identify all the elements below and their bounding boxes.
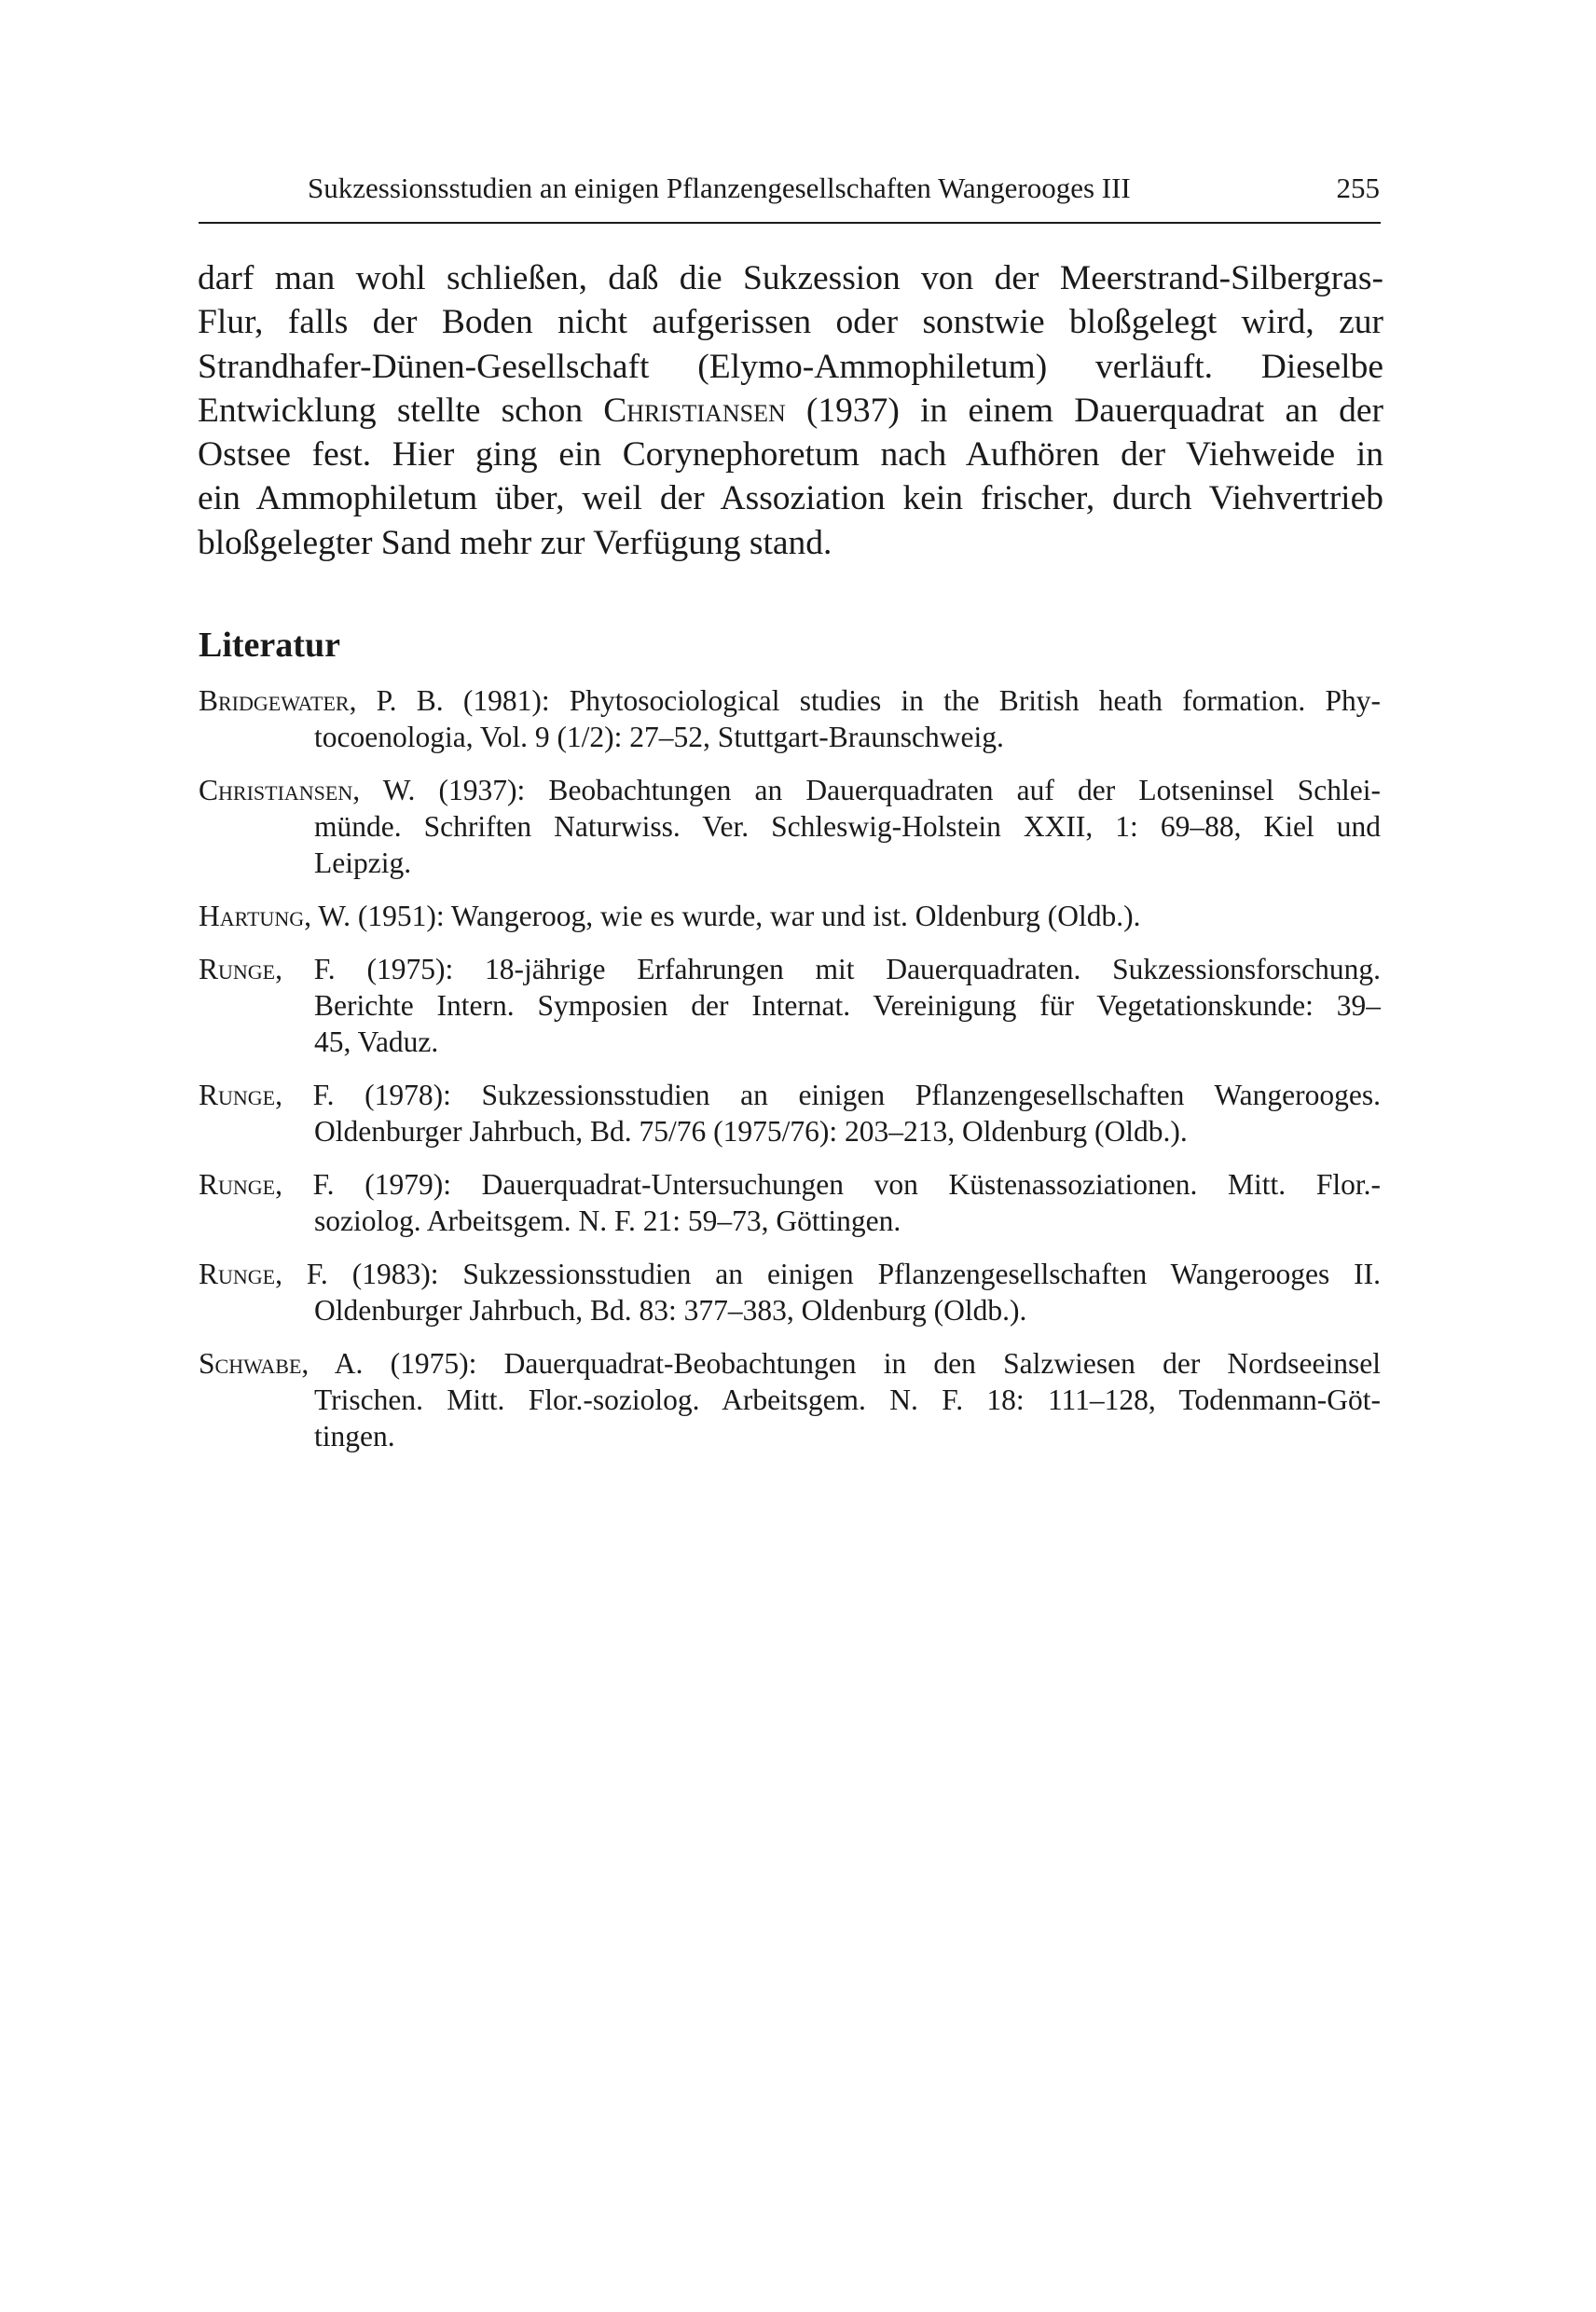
reference-item <box>199 772 1381 882</box>
reference-text: , F. (1975): 18-jährige Erfahrungen mit Dauerquadraten. Sukzessionsforschung. <box>275 952 1381 985</box>
reference-text: , P. B. (1981): Phytosociological studies in the British heath formation. Phy- <box>349 684 1381 717</box>
body-line-part: Entwicklung stellte schon <box>198 391 604 430</box>
reference-line <box>199 1256 1381 1292</box>
reference-author: Christiansen <box>199 773 353 806</box>
reference-item <box>199 898 1381 934</box>
reference-item <box>199 1256 1381 1328</box>
reference-text: , F. (1979): Dauerquadrat-Untersuchungen von Küstenassoziationen. Mitt. Flor.- <box>275 1167 1381 1201</box>
reference-text: , F. (1978): Sukzessionsstudien an einigen Pflanzengesellschaften Wangerooges. <box>275 1078 1381 1111</box>
reference-author: Hartung <box>199 900 305 933</box>
reference-line: münde. Schriften Naturwiss. Ver. Schleswig-Holstein XXII, 1: 69–88, Kiel und <box>314 810 1381 844</box>
reference-author: Schwabe <box>199 1346 302 1380</box>
running-head-title: Sukzessionsstudien an einigen Pflanzengesellschaften Wangerooges III <box>308 172 1131 204</box>
reference-author: Runge <box>199 952 276 985</box>
reference-item <box>199 1166 1381 1239</box>
body-line: ein Ammophiletum über, weil der Assoziation kein frischer, durch Viehvertrieb <box>198 479 1383 518</box>
reference-line: Oldenburger Jahrbuch, Bd. 83: 377–383, Oldenburg (Oldb.). <box>314 1293 1027 1327</box>
reference-line <box>199 1345 1381 1382</box>
reference-line: soziolog. Arbeitsgem. N. F. 21: 59–73, Göttingen. <box>314 1204 901 1237</box>
reference-line: Oldenburger Jahrbuch, Bd. 75/76 (1975/76): 203–213, Oldenburg (Oldb.). <box>314 1115 1188 1149</box>
reference-author: Bridgewater <box>199 684 350 717</box>
body-line-part: (1937) in einem Dauerquadrat an der <box>785 391 1383 430</box>
reference-item <box>199 682 1381 755</box>
reference-line: Trischen. Mitt. Flor.-soziolog. Arbeitsgem. N. F. 18: 111–128, Todenmann-Göt- <box>314 1383 1381 1416</box>
author-name: Christiansen <box>603 391 786 430</box>
reference-line: Leipzig. <box>314 846 412 880</box>
reference-text: , A. (1975): Dauerquadrat-Beobachtungen in den Salzwiesen der Nordseeinsel <box>301 1346 1381 1380</box>
reference-line: Berichte Intern. Symposien der Internat. Vereinigung für Vegetationskunde: 39– <box>314 988 1381 1022</box>
reference-line: tingen. <box>314 1419 395 1452</box>
reference-line <box>199 1166 1381 1203</box>
reference-text: , F. (1983): Sukzessionsstudien an einigen Pflanzengesellschaften Wangerooges II. <box>275 1257 1381 1290</box>
reference-line <box>199 1077 1381 1113</box>
reference-item <box>199 951 1381 1061</box>
reference-line <box>199 772 1381 808</box>
body-line: bloßgelegter Sand mehr zur Verfügung stand. <box>198 523 832 562</box>
page-number: 255 <box>1336 172 1380 204</box>
reference-line: tocoenologia, Vol. 9 (1/2): 27–52, Stuttgart-Braunschweig. <box>314 721 1004 754</box>
body-line-with-author <box>198 389 1383 433</box>
reference-line <box>199 898 1381 934</box>
reference-item <box>199 1077 1381 1149</box>
reference-text: , W. (1937): Beobachtungen an Dauerquadraten auf der Lotseninsel Schlei- <box>352 773 1381 806</box>
reference-author: Runge <box>199 1257 276 1290</box>
body-line: Ostsee fest. Hier ging ein Corynephoretum nach Aufhören der Viehweide in <box>198 435 1383 475</box>
reference-author: Runge <box>199 1078 276 1111</box>
body-line: Flur, falls der Boden nicht aufgerissen oder sonstwie bloßgelegt wird, zur <box>198 303 1383 342</box>
body-line: Strandhafer-Dünen-Gesellschaft (Elymo-Ammophiletum) verläuft. Dieselbe <box>198 347 1383 386</box>
reference-author: Runge <box>199 1167 276 1201</box>
reference-line <box>199 682 1381 719</box>
section-heading: Literatur <box>199 626 340 665</box>
reference-line: 45, Vaduz. <box>314 1025 439 1059</box>
body-paragraph <box>198 256 1383 565</box>
body-line: darf man wohl schließen, daß die Sukzession von der Meerstrand-Silbergras- <box>198 259 1383 297</box>
reference-line <box>199 951 1381 987</box>
header-rule <box>199 222 1381 224</box>
reference-list <box>199 682 1381 1471</box>
reference-item <box>199 1345 1381 1455</box>
reference-text: , W. (1951): Wangeroog, wie es wurde, war und ist. Oldenburg (Oldb.). <box>304 900 1141 933</box>
